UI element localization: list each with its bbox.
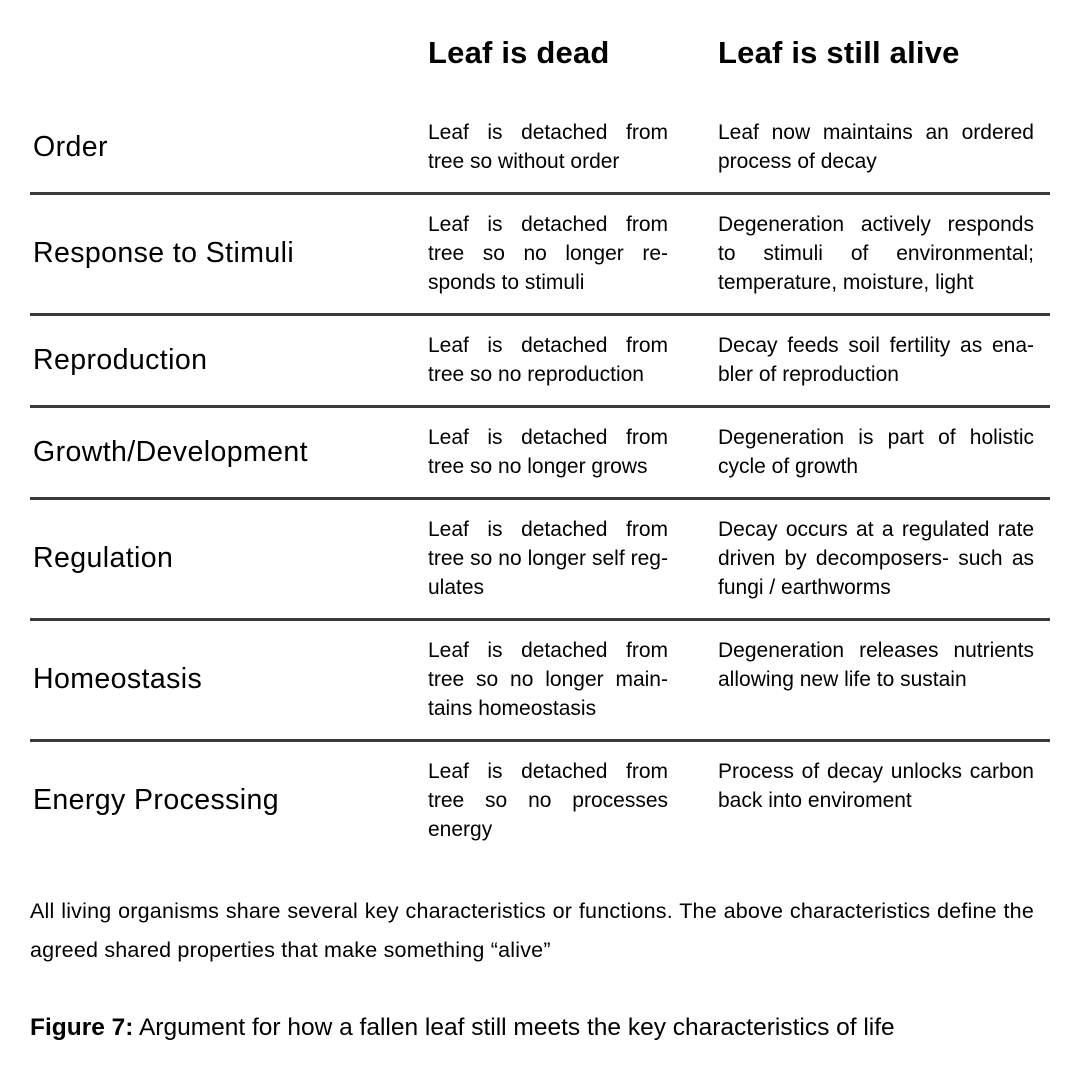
cell-alive: Degeneration is part of holistic cycle of growth bbox=[718, 426, 1034, 478]
row-label: Growth/Development bbox=[33, 435, 308, 468]
table-row bbox=[30, 316, 1050, 408]
table-row bbox=[30, 195, 1050, 316]
row-label: Response to Stimuli bbox=[33, 237, 295, 269]
cell-dead: Leaf is detached from tree so no longer self regulates bbox=[428, 518, 668, 599]
table-header-row bbox=[30, 22, 1050, 103]
characteristics-table bbox=[30, 22, 1050, 860]
cell-alive: Degeneration actively responds to stimuli of environmental; temperature, moisture, light bbox=[718, 213, 1034, 294]
cell-dead: Leaf is detached from tree so no longer maintains homeostasis bbox=[428, 639, 668, 720]
row-label: Homeostasis bbox=[33, 663, 203, 695]
header-spacer bbox=[30, 34, 428, 71]
column-header-dead: Leaf is dead bbox=[428, 35, 610, 70]
cell-dead: Leaf is detached from tree so no longer responds to stimuli bbox=[428, 213, 668, 294]
cell-dead: Leaf is detached from tree so no reproduction bbox=[428, 334, 668, 386]
cell-alive: Degeneration releases nutrients allowing new life to sustain bbox=[718, 639, 1034, 691]
cell-dead: Leaf is detached from tree so without order bbox=[428, 121, 668, 173]
table-row bbox=[30, 621, 1050, 742]
table-row bbox=[30, 742, 1050, 860]
cell-dead: Leaf is detached from tree so no processes energy bbox=[428, 760, 668, 841]
cell-dead: Leaf is detached from tree so no longer grows bbox=[428, 426, 668, 478]
table-row bbox=[30, 408, 1050, 500]
row-label: Energy Processing bbox=[33, 784, 280, 816]
table-row bbox=[30, 500, 1050, 621]
figure-caption bbox=[30, 1012, 1050, 1044]
figure-caption-label: Figure 7: bbox=[30, 1014, 134, 1041]
cell-alive: Decay occurs at a regulated rate driven by decomposers- such as fungi / earthworms bbox=[718, 518, 1034, 599]
column-header-alive: Leaf is still alive bbox=[718, 35, 960, 70]
footnote-paragraph: All living organisms share several key characteristics or functions. The above characteristics define the agreed shared properties that make something “alive” bbox=[30, 899, 1034, 962]
row-label: Order bbox=[33, 130, 108, 163]
figure-caption-text: Argument for how a fallen leaf still meets the key characteristics of life bbox=[138, 1014, 895, 1041]
row-label: Reproduction bbox=[33, 343, 208, 376]
cell-alive: Leaf now maintains an ordered process of decay bbox=[718, 121, 1034, 173]
row-label: Regulation bbox=[33, 542, 174, 574]
cell-alive: Process of decay unlocks carbon back into enviroment bbox=[718, 760, 1034, 812]
table-row bbox=[30, 103, 1050, 195]
cell-alive: Decay feeds soil fertility as enabler of reproduction bbox=[718, 334, 1034, 386]
